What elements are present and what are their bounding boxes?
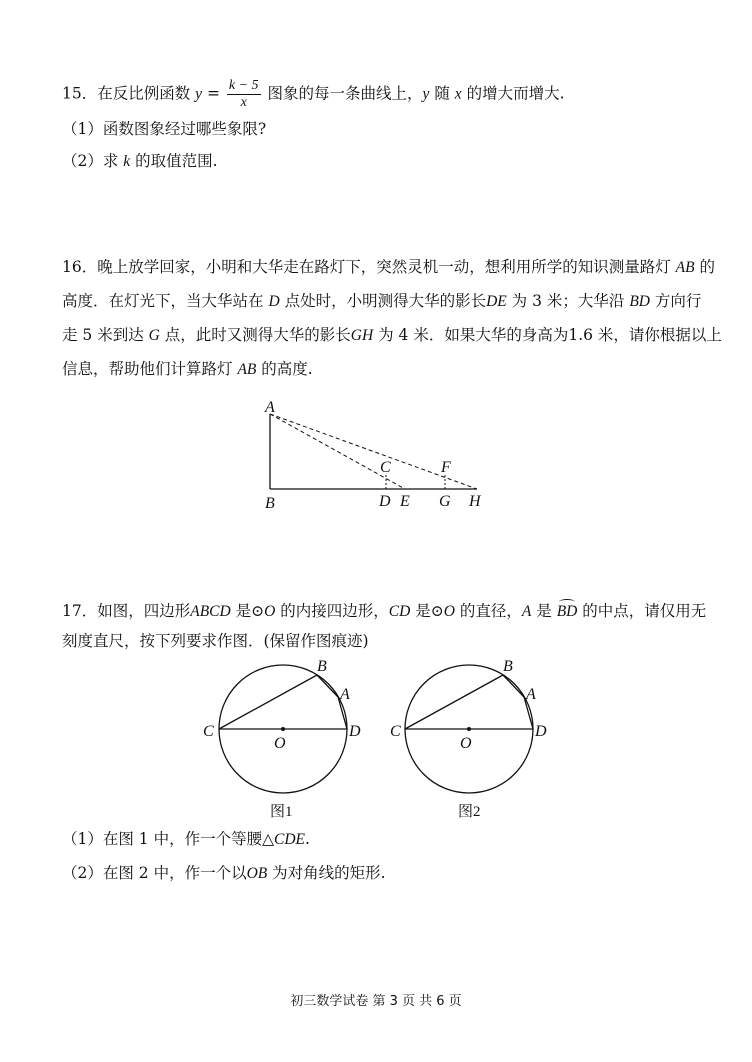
q15-text: 随: [429, 84, 455, 103]
q16-text: 为 3 米；大华沿: [506, 292, 630, 310]
q15-text: 的取值范围.: [130, 152, 218, 170]
center-dot: [281, 727, 285, 731]
q16-var: AB: [675, 259, 695, 276]
q16-text: 点处时，小明测得大华的影长: [279, 292, 487, 310]
q15-var-y: y: [195, 85, 203, 103]
q15-equals: =: [202, 84, 225, 103]
fig1-caption: 图1: [270, 804, 293, 820]
center-dot: [467, 727, 471, 731]
q16-var: G: [148, 327, 160, 344]
q16-text: 16．晚上放学回家，小明和大华走在路灯下，突然灵机一动，想利用所学的知识测量路灯: [62, 258, 676, 276]
q17-var: O: [443, 603, 455, 620]
q17-part2: [62, 862, 386, 885]
label-A: A: [265, 399, 275, 416]
fig2-caption: 图2: [458, 804, 481, 820]
q17-text: 是⊙: [230, 602, 265, 620]
q17-text: 的内接四边形，: [275, 602, 389, 620]
q16-text: 点，此时又测得大华的影长: [159, 326, 351, 344]
label-D: D: [349, 723, 361, 740]
q17-text: 17．如图，四边形: [62, 602, 191, 620]
label-C: C: [380, 459, 391, 476]
label-B: B: [503, 658, 513, 675]
chord-CB: [405, 675, 503, 729]
chord-CB: [219, 675, 317, 729]
q17-text: （1）在图 1 中，作一个等腰△: [62, 830, 274, 848]
q16-var: DE: [486, 293, 507, 310]
q16-var: AB: [237, 361, 257, 378]
q16-line1: [62, 256, 715, 279]
q16-text: 方向行: [650, 292, 702, 310]
label-O: O: [274, 735, 286, 752]
q17-figure-1: [198, 656, 368, 826]
q15-var-x: x: [454, 85, 462, 103]
q16-text: 的高度.: [256, 360, 313, 378]
q17-line1: [62, 600, 706, 623]
chord-BA: [503, 675, 524, 697]
q15-var-y2: y: [422, 85, 430, 103]
fraction-numerator: k − 5: [228, 78, 259, 93]
q16-text: 的: [694, 258, 716, 276]
q16-text: 为 4 米．如果大华的身高为1.6 米，请你根据以上: [373, 326, 722, 344]
q17-text: （2）在图 2 中，作一个以: [62, 864, 247, 882]
q15-part2: [62, 150, 218, 173]
q16-var: BD: [629, 293, 650, 310]
q17-text: 是⊙: [410, 602, 444, 620]
ray-A-E: [270, 414, 405, 489]
q17-text: 的中点，请仅用无: [577, 602, 707, 620]
label-C: C: [390, 723, 401, 740]
fraction-denominator: x: [240, 95, 247, 110]
q16-text: 走 5 米到达: [62, 326, 149, 344]
q15-text: 图象的每一条曲线上，: [262, 84, 423, 103]
q16-var: D: [268, 293, 280, 310]
q17-var: OB: [246, 865, 268, 882]
q15-part1: （1）函数图象经过哪些象限?: [62, 120, 267, 138]
q15-text: 15．在反比例函数: [62, 84, 196, 103]
q17-line2: 刻度直尺，按下列要求作图．(保留作图痕迹): [62, 632, 369, 650]
q17-text: .: [305, 830, 310, 848]
q16-var: GH: [350, 327, 374, 344]
q17-var: O: [264, 603, 276, 620]
q15-text: 的增大而增大.: [461, 84, 565, 103]
q17-text: 的直径，: [454, 602, 522, 620]
q17-var: ABCD: [190, 603, 231, 620]
q15-stem: [62, 78, 565, 111]
chord-BA: [317, 675, 338, 697]
q17-part1: [62, 828, 310, 851]
q17-text: 为对角线的矩形.: [267, 864, 386, 882]
label-E: E: [400, 493, 410, 510]
label-F: F: [441, 459, 451, 476]
q17-var: A: [521, 603, 532, 620]
q16-streetlight-diagram: [240, 392, 510, 516]
q16-line4: [62, 358, 313, 381]
label-H: H: [469, 493, 481, 510]
label-D: D: [379, 493, 391, 510]
q16-line3: [62, 324, 722, 347]
ray-A-H: [270, 414, 477, 489]
label-B: B: [317, 658, 327, 675]
q17-text: 是: [531, 602, 557, 620]
label-A: A: [526, 686, 536, 703]
q17-var: CD: [388, 603, 411, 620]
label-B: B: [265, 495, 275, 512]
page-footer: 初三数学试卷 第 3 页 共 6 页: [290, 994, 462, 1009]
q16-text: 高度．在灯光下，当大华站在: [62, 292, 269, 310]
q17-var: CDE: [274, 831, 305, 848]
label-G: G: [439, 493, 451, 510]
label-C: C: [203, 723, 214, 740]
q15-fraction: [227, 78, 261, 111]
label-A: A: [340, 686, 350, 703]
q16-line2: [62, 290, 701, 313]
q15-text: （2）求: [62, 152, 124, 170]
label-D: D: [535, 723, 547, 740]
q16-text: 信息，帮助他们计算路灯: [62, 360, 238, 378]
q17-figure-2: [388, 656, 558, 826]
label-O: O: [460, 735, 472, 752]
arc-BD: BD: [557, 601, 578, 623]
q15-var-k: k: [123, 153, 131, 170]
